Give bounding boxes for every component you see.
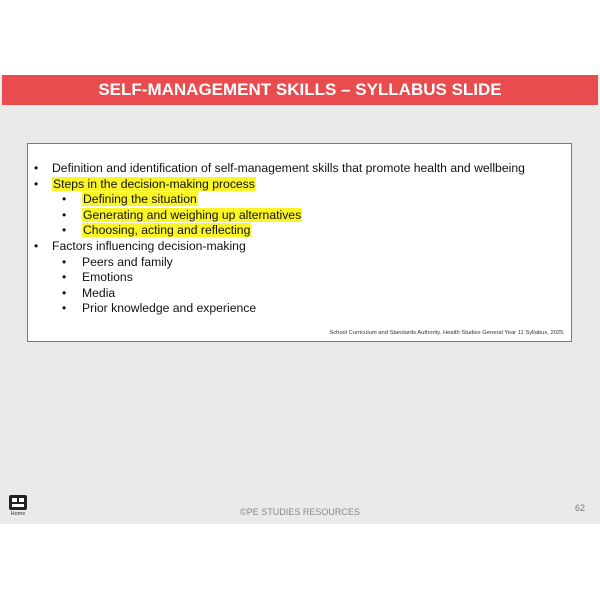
bullet-icon: •	[62, 270, 67, 285]
list-item-text: Emotions	[82, 270, 133, 285]
list-item	[34, 192, 564, 208]
list-item-text: Generating and weighing up alternatives	[83, 207, 302, 222]
list-item	[34, 255, 564, 271]
syllabus-content-box	[27, 143, 572, 342]
list-item	[34, 161, 564, 177]
list-item-text: Definition and identification of self-management skills that promote health and wellbeing	[52, 161, 525, 175]
bullet-icon: •	[34, 238, 39, 253]
syllabus-list	[34, 161, 564, 317]
list-item	[34, 301, 564, 317]
list-item	[34, 223, 564, 239]
list-item-text: Factors influencing decision-making	[52, 238, 246, 253]
bullet-icon: •	[62, 285, 67, 300]
bullet-icon: •	[62, 254, 67, 269]
page-number: 62	[574, 503, 585, 513]
title-bar	[2, 75, 598, 105]
list-item-text: Prior knowledge and experience	[82, 301, 257, 316]
list-item-text: Choosing, acting and reflecting	[83, 223, 251, 238]
list-item	[34, 286, 564, 302]
list-item-text: Steps in the decision-making process	[53, 176, 255, 191]
list-item	[34, 270, 564, 286]
list-item-text: Peers and family	[82, 254, 173, 269]
bullet-icon: •	[34, 176, 39, 191]
slide	[0, 75, 600, 524]
slide-title: SELF-MANAGEMENT SKILLS – SYLLABUS SLIDE	[98, 80, 502, 99]
list-item	[34, 239, 564, 255]
copyright: ©PE STUDIES RESOURCES	[240, 507, 360, 517]
citation: School Curriculum and Standards Authority. Health Studies General Year 11 Syllabus, 2025.	[329, 330, 565, 336]
bullet-icon: •	[34, 161, 39, 175]
list-item-text: Defining the situation	[83, 192, 197, 207]
bullet-icon: •	[62, 207, 67, 222]
bullet-icon: •	[62, 192, 67, 207]
list-item-text: Media	[82, 285, 116, 300]
list-item	[34, 177, 564, 193]
home-label: Home	[10, 511, 26, 517]
bullet-icon: •	[62, 223, 67, 238]
bullet-icon: •	[62, 301, 67, 316]
list-item	[34, 208, 564, 224]
